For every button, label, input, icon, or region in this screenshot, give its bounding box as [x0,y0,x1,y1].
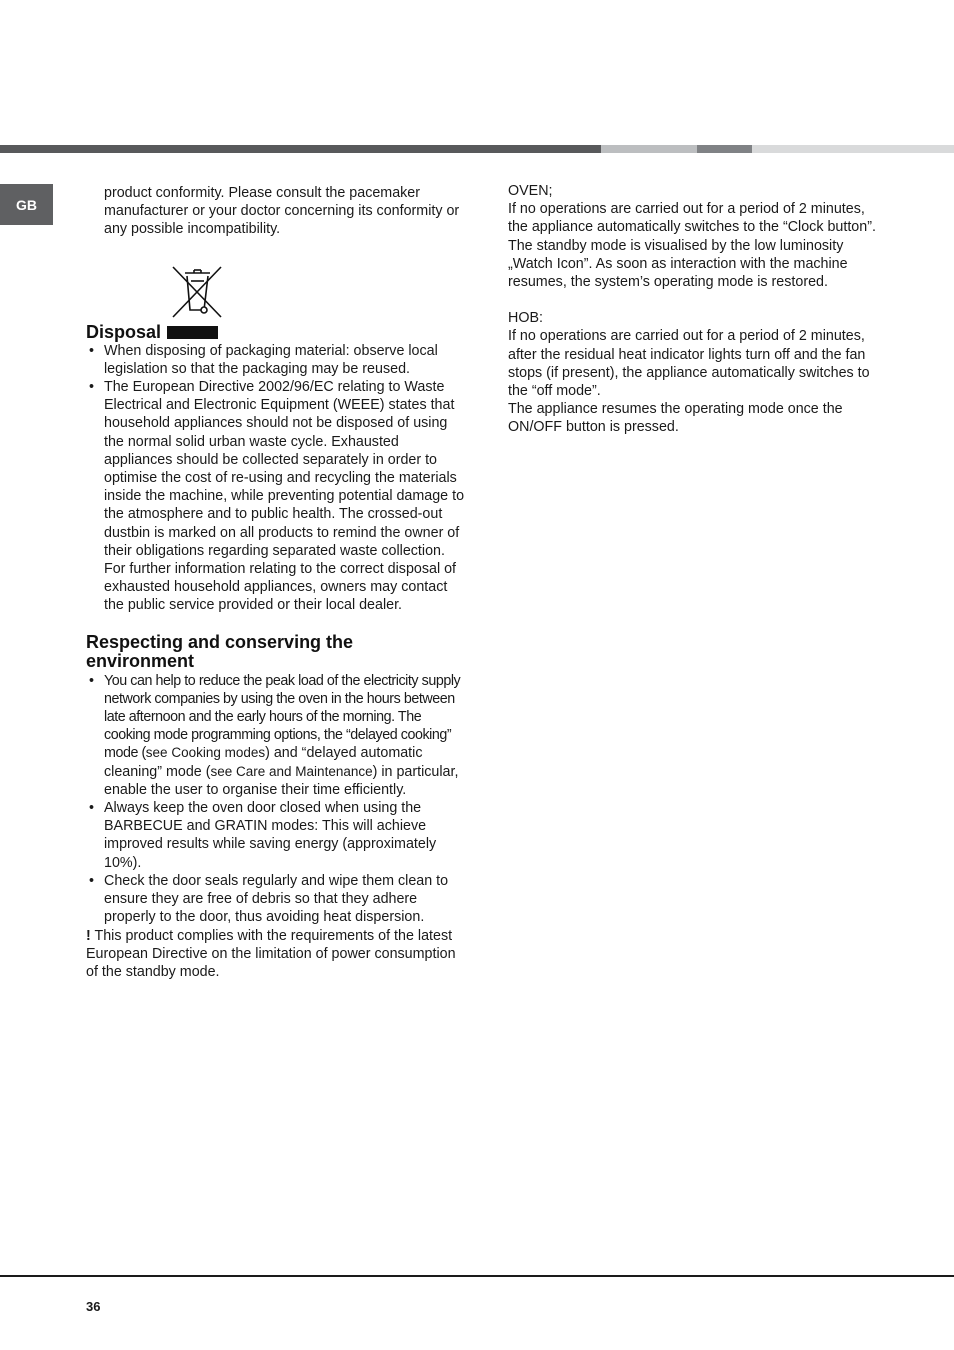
env-item1-text-b: ) and “delayed automatic cleaning” mode ( [104,745,423,780]
language-tab: GB [0,184,53,225]
hob-text: If no operations are carried out for a period of 2 minutes, after the residual heat indicator lights turn off and the fan stops (if present), the appliance automatically switches to the “off mode”. [508,328,870,400]
heading-rule [167,326,218,339]
environment-title: Respecting and conserving the environment [86,631,354,671]
right-column [508,182,883,437]
list-item: • The European Directive 2002/96/EC relating to Waste Electrical and Electronic Equipment (WEEE) states that household appliances should not be disposed of using the normal solid urban waste cycle. Exhausted appliances should be collected separately in order to optimise the cost of re-using and recycling the materials inside the machine, while preventing potential damage to the atmosphere and to public health. The crossed-out dustbin is marked on all products to remind the owner of their obligations regarding separated waste collection. For further information relating to the correct disposal of exhausted household appliances, owners may contact the public service provided or their local dealer. [86,378,466,615]
oven-text: If no operations are carried out for a period of 2 minutes, the appliance automatically switches to the “Clock button”. The standby mode is visualised by the low luminosity „Watch Icon”. As soon as interaction with the machine resumes, the system’s operating mode is restored. [508,201,876,291]
hob-label: HOB: [508,310,543,327]
list-item: • Check the door seals regularly and wipe them clean to ensure they are free of debris so that they adhere properly to the door, thus avoiding heat dispersion. [86,872,466,927]
cross-reference: see Care and Maintenance [210,763,373,779]
list-item [86,672,466,799]
intro-paragraph: product conformity. Please consult the pacemaker manufacturer or your doctor concerning its conformity or any possible incompatibility. [104,185,460,238]
footer-rule [0,1275,954,1277]
notice-mark: ! [86,927,91,944]
disposal-heading-row [86,323,466,342]
header-bar-segment-4 [752,145,954,153]
disposal-title: Disposal [86,321,162,342]
disposal-icon-wrap [86,265,466,321]
header-bar-segment-3 [697,145,752,153]
spacer [508,291,883,309]
environment-section [86,633,466,927]
page-number: 36 [86,1299,101,1314]
environment-list [86,672,466,927]
header-bar-segment-1 [0,145,601,153]
left-column [86,184,466,981]
list-item: • When disposing of packaging material: observe local legislation so that the packaging may be reused. [86,342,466,378]
hob-text-2: The appliance resumes the operating mode once the ON/OFF button is pressed. [508,401,843,436]
notice-paragraph [86,927,466,982]
oven-label: OVEN; [508,183,553,199]
header-bar-segment-2 [601,145,697,153]
env-item1-text-a: You can help to reduce the peak load of the electricity supply network companies by using the oven in the hours between late afternoon and the early hours of the morning. The cooking mode programming options, the “delayed cooking” mode ( [104,672,461,762]
cross-reference: see Cooking modes [145,745,266,761]
list-item: • Always keep the oven door closed when using the BARBECUE and GRATIN modes: This will achieve improved results while saving energy (approximately 10%). [86,799,466,872]
crossed-out-wheelie-bin-icon [171,265,223,319]
env-item1-text-c: ) in particular, enable the user to organise their time efficiently. [104,763,459,798]
disposal-list [86,342,466,615]
notice-text: This product complies with the requirements of the latest European Directive on the limitation of power consumption of the standby mode. [86,927,456,980]
